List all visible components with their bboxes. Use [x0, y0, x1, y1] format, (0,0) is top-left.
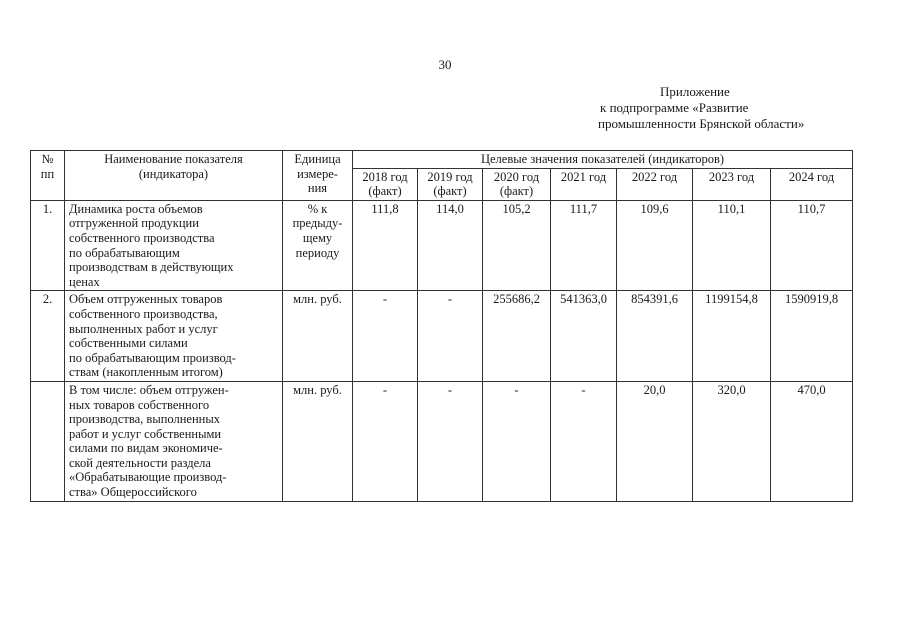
header-unit-line-3: ния	[307, 181, 328, 196]
row-number: 2.	[31, 291, 65, 382]
name-line: выполненных работ и услуг	[69, 321, 218, 336]
name-line: «Обрабатывающие производ-	[69, 470, 227, 485]
page-number: 30	[438, 57, 452, 72]
name-line: по обрабатывающим	[69, 245, 180, 260]
header-year-2021	[551, 168, 617, 200]
row-number: 1.	[31, 200, 65, 291]
name-line: работ и услуг собственными	[69, 426, 222, 441]
year-label: 2021 год	[560, 169, 607, 184]
name-line: производствам в действующих	[69, 260, 234, 275]
unit-line: млн. руб.	[293, 292, 342, 307]
value-2022: 854391,6	[617, 291, 693, 382]
value-2022: 20,0	[617, 381, 693, 501]
value-2020: 105,2	[483, 200, 551, 291]
year-note: (факт)	[368, 184, 402, 199]
unit-cell	[283, 381, 353, 501]
header-year-2024	[771, 168, 853, 200]
value-2023: 110,1	[693, 200, 771, 291]
header-target-values: Целевые значения показателей (индикаторов)	[353, 151, 853, 169]
header-unit-line-2: измере-	[297, 166, 338, 181]
name-line: Динамика роста объемов	[69, 201, 203, 216]
table-row	[31, 381, 853, 501]
unit-line: млн. руб.	[293, 382, 342, 397]
header-year-2020	[483, 168, 551, 200]
year-label: 2019 год	[427, 169, 473, 184]
header-unit	[283, 151, 353, 201]
year-note: (факт)	[499, 184, 534, 199]
indicators-table	[30, 150, 853, 502]
value-2019: -	[418, 381, 483, 501]
year-note: (факт)	[433, 184, 467, 199]
name-line: ства» Общероссийского	[69, 485, 197, 500]
name-line: ской деятельности раздела	[69, 455, 211, 470]
name-line: ных товаров собственного	[69, 397, 210, 412]
table-row	[31, 291, 853, 382]
value-2021: 541363,0	[551, 291, 617, 382]
header-num-line-1: №	[41, 152, 54, 166]
header-num	[31, 151, 65, 201]
value-2024: 110,7	[771, 200, 853, 291]
appendix-line-3: промышленности Брянской области»	[598, 116, 805, 131]
value-2018: -	[353, 291, 418, 382]
header-year-2019	[418, 168, 483, 200]
name-line: ценах	[69, 274, 100, 289]
header-row-1	[31, 151, 853, 169]
year-label: 2022 год	[631, 169, 678, 184]
name-line: отгруженной продукции	[69, 216, 199, 231]
indicator-name	[65, 200, 283, 291]
name-line: по обрабатывающим производ-	[69, 350, 236, 365]
row-number	[31, 381, 65, 501]
value-2023: 1199154,8	[693, 291, 771, 382]
value-2020: 255686,2	[483, 291, 551, 382]
header-year-2018	[353, 168, 418, 200]
name-line: Объем отгруженных товаров	[69, 292, 223, 307]
table-row	[31, 200, 853, 291]
name-line: В том числе: объем отгружен-	[69, 382, 229, 397]
indicator-name	[65, 381, 283, 501]
value-2018: 111,8	[353, 200, 418, 291]
unit-cell	[283, 291, 353, 382]
value-2024: 470,0	[771, 381, 853, 501]
name-line: собственными силами	[69, 336, 188, 351]
value-2020: -	[483, 381, 551, 501]
value-2018: -	[353, 381, 418, 501]
header-unit-line-1: Единица	[294, 152, 341, 166]
name-line: производства, выполненных	[69, 412, 221, 427]
header-year-2023	[693, 168, 771, 200]
value-2021: -	[551, 381, 617, 501]
header-name	[65, 151, 283, 201]
header-name-line-2: (индикатора)	[138, 166, 209, 181]
value-2019: 114,0	[418, 200, 483, 291]
header-name-line-1: Наименование показателя	[104, 152, 243, 166]
appendix-heading	[598, 84, 858, 132]
year-label: 2023 год	[708, 169, 755, 184]
year-label: 2020 год	[493, 169, 540, 184]
name-line: силами по видам экономиче-	[69, 441, 223, 456]
year-label: 2024 год	[788, 169, 835, 184]
name-line: собственного производства,	[69, 306, 218, 321]
name-line: собственного производства	[69, 230, 215, 245]
year-label: 2018 год	[362, 169, 408, 184]
value-2019: -	[418, 291, 483, 382]
unit-line: % к	[307, 201, 328, 216]
value-2021: 111,7	[551, 200, 617, 291]
appendix-line-2: к подпрограмме «Развитие	[600, 100, 749, 115]
unit-line: предыду-	[292, 216, 343, 231]
unit-cell	[283, 200, 353, 291]
header-year-2022	[617, 168, 693, 200]
value-2022: 109,6	[617, 200, 693, 291]
header-num-line-2: пп	[40, 166, 55, 181]
unit-line: периоду	[295, 245, 340, 260]
indicator-name	[65, 291, 283, 382]
unit-line: щему	[302, 230, 333, 245]
value-2024: 1590919,8	[771, 291, 853, 382]
value-2023: 320,0	[693, 381, 771, 501]
name-line: ствам (накопленным итогом)	[69, 365, 223, 380]
appendix-line-1: Приложение	[660, 84, 730, 99]
